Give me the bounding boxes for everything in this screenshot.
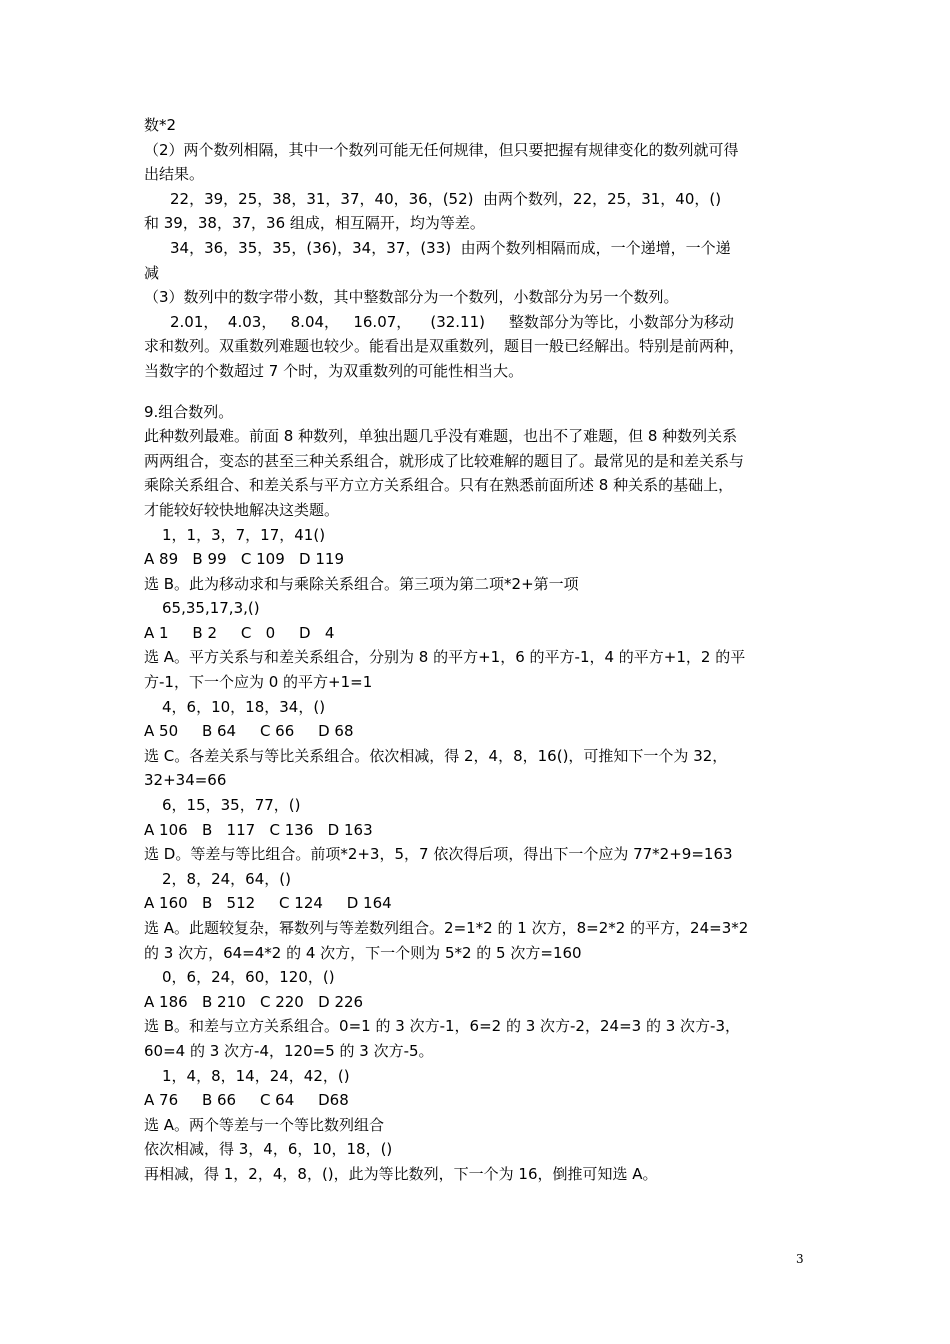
text-line: 4，6，10，18，34，() — [162, 697, 326, 716]
text-line: 再相减，得 1，2，4，8，()，此为等比数列，下一个为 16，倒推可知选 A。 — [144, 1164, 658, 1183]
text-line: 32+34=66 — [144, 771, 227, 790]
page-number: 3 — [796, 1252, 804, 1266]
text-line: （3）数列中的数字带小数，其中整数部分为一个数列，小数部分为另一个数列。 — [144, 288, 679, 307]
text-line: 乘除关系组合、和差关系与平方立方关系组合。只有在熟悉前面所述 8 种关系的基础上， — [144, 476, 734, 495]
text-line: 2.01， 4.03， 8.04， 16.07， (32.11) 整数部分为等比，小数部分为移动 — [170, 312, 734, 331]
text-line: A 106 B 117 C 136 D 163 — [144, 820, 373, 839]
text-line: 选 C。各差关系与等比关系组合。依次相减，得 2，4，8，16()，可推知下一个为 32， — [144, 746, 728, 765]
text-line: 65,35,17,3,() — [162, 599, 260, 618]
text-line: 依次相减，得 3，4，6，10，18，() — [144, 1140, 393, 1159]
text-line: 1，1，3，7，17，41() — [162, 525, 326, 544]
text-line: 选 A。此题较复杂，幂数列与等差数列组合。2=1*2 的 1 次方，8=2*2 的平方，24=3*2 — [144, 919, 749, 937]
text-line: A 1 B 2 C 0 D 4 — [144, 623, 335, 642]
text-line: A 50 B 64 C 66 D 68 — [144, 722, 354, 741]
text-line: A 160 B 512 C 124 D 164 — [144, 894, 392, 913]
text-line: 当数字的个数超过 7 个时，为双重数列的可能性相当大。 — [144, 361, 524, 380]
text-line: 才能较好较快地解决这类题。 — [144, 500, 340, 519]
text-line: 6，15，35，77，() — [162, 796, 301, 815]
text-line: 1，4，8，14，24，42，() — [162, 1066, 350, 1085]
text-line: 选 A。平方关系与和差关系组合，分别为 8 的平方+1，6 的平方-1，4 的平方+1，2 的平 — [144, 648, 746, 667]
text-line: A 186 B 210 C 220 D 226 — [144, 992, 364, 1011]
text-line: A 89 B 99 C 109 D 119 — [144, 550, 344, 569]
text-line: 两两组合，变态的甚至三种关系组合，就形成了比较难解的题目了。最常见的是和差关系与 — [144, 451, 745, 470]
text-line: 求和数列。双重数列难题也较少。能看出是双重数列，题目一般已经解出。特别是前两种， — [144, 337, 745, 356]
text-line: 减 — [144, 263, 160, 282]
text-line: 0，6，24，60，120，() — [162, 968, 335, 987]
text-line: 和 39，38，37，36 组成，相互隔开，均为等差。 — [144, 214, 485, 233]
text-line: 选 A。两个等差与一个等比数列组合 — [144, 1115, 385, 1134]
text-line: 选 D。等差与等比组合。前项*2+3，5，7 依次得后项，得出下一个应为 77*2+9=163 — [144, 845, 733, 864]
text-line: A 76 B 66 C 64 D68 — [144, 1091, 349, 1110]
text-line: 数*2 — [144, 116, 177, 134]
text-line: 出结果。 — [144, 165, 205, 184]
text-line: 34，36，35，35，(36)，34，37，(33) 由两个数列相隔而成，一个递增，一个递 — [170, 238, 731, 257]
text-line: 选 B。和差与立方关系组合。0=1 的 3 次方-1，6=2 的 3 次方-2，24=3 的 3 次方-3， — [144, 1017, 740, 1036]
text-line: 的 3 次方，64=4*2 的 4 次方，下一个则为 5*2 的 5 次方=160 — [144, 943, 582, 962]
text-line: 60=4 的 3 次方-4，120=5 的 3 次方-5。 — [144, 1041, 434, 1060]
text-line: 9.组合数列。 — [144, 402, 234, 421]
text-line: 方-1，下一个应为 0 的平方+1=1 — [144, 673, 373, 692]
blank-line — [144, 384, 820, 400]
text-line: （2）两个数列相隔，其中一个数列可能无任何规律，但只要把握有规律变化的数列就可得 — [144, 140, 739, 159]
text-line: 22，39，25，38，31，37，40，36，(52) 由两个数列，22，25，31，40，() — [170, 189, 722, 208]
document-body — [144, 113, 820, 1187]
text-line: 2，8，24，64，() — [162, 869, 291, 888]
text-line: 此种数列最难。前面 8 种数列，单独出题几乎没有难题，也出不了难题，但 8 种数列关系 — [144, 427, 738, 446]
text-line: 选 B。此为移动求和与乘除关系组合。第三项为第二项*2+第一项 — [144, 574, 579, 593]
